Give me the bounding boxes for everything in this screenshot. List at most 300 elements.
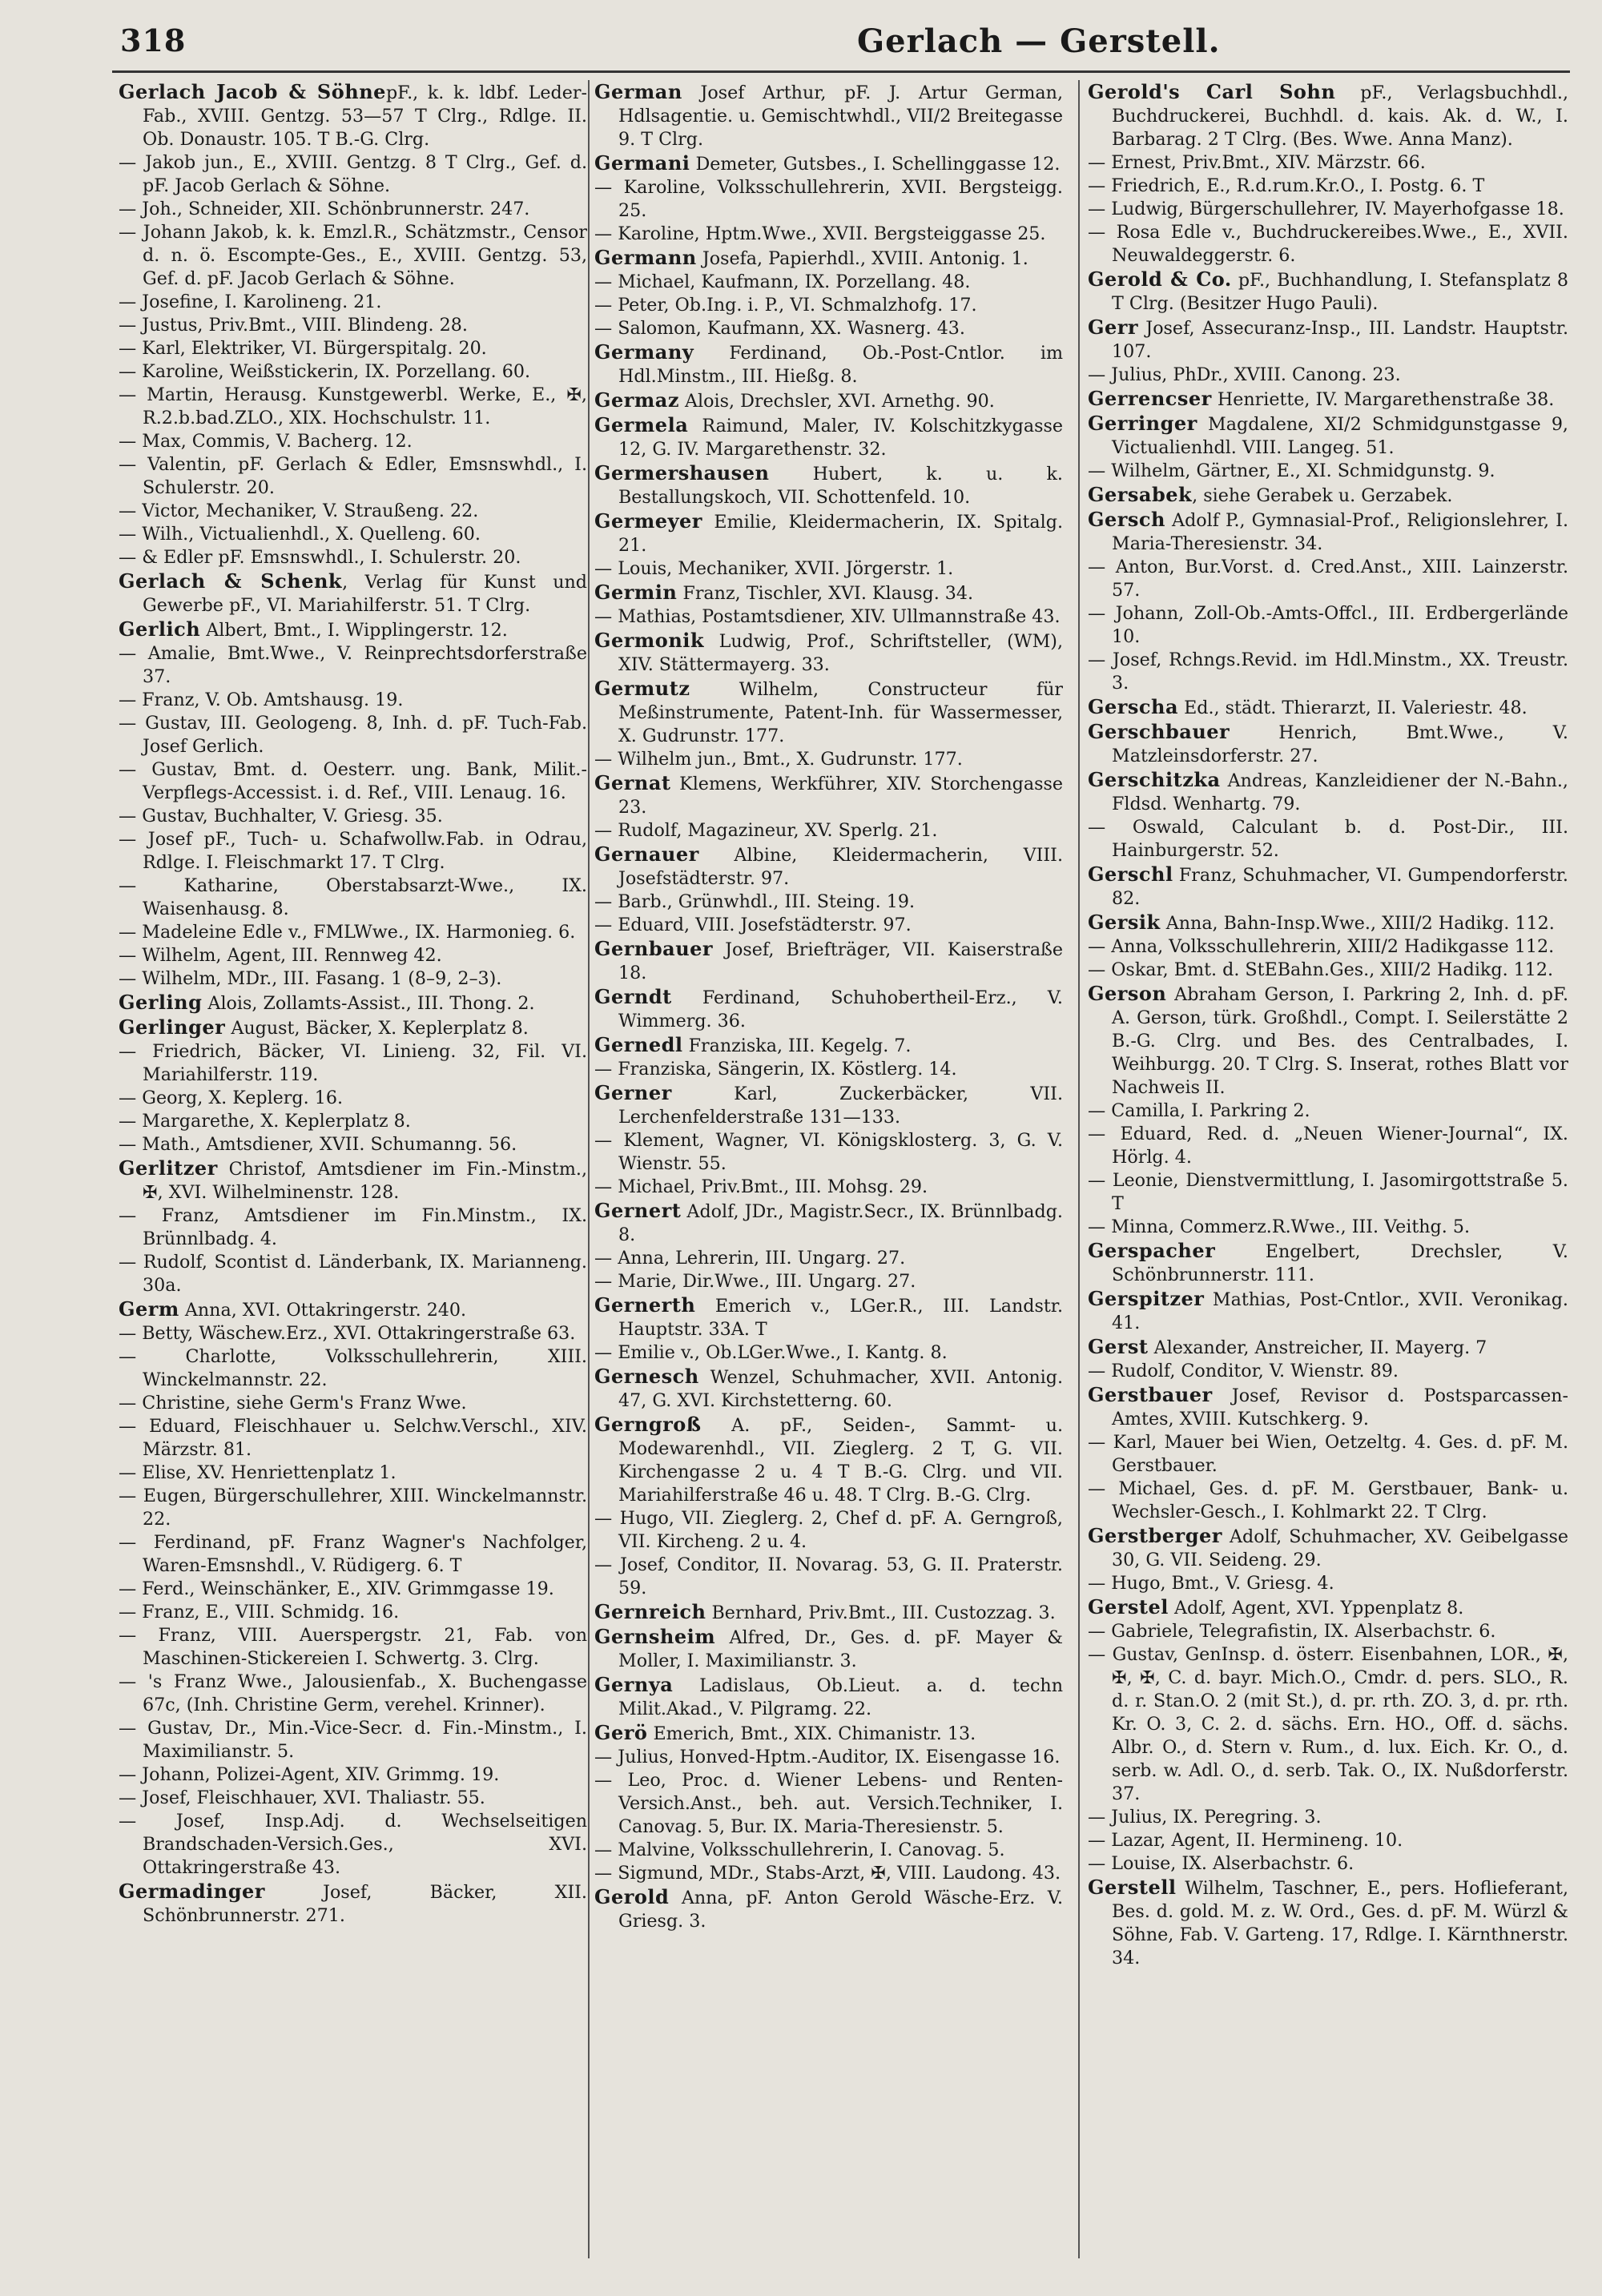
directory-entry bbox=[594, 176, 1063, 223]
entry-text: — Gabriele, Telegrafistin, IX. Alserbachstr. 6. bbox=[1088, 1621, 1496, 1642]
entry-text: Anna, XVI. Ottakringerstr. 240. bbox=[179, 1300, 467, 1321]
directory-entry bbox=[594, 771, 1063, 819]
entry-text: Josef, Bäcker, XII. Schönbrunnerstr. 271. bbox=[143, 1882, 587, 1926]
entry-text: — Mathias, Postamtsdiener, XIV. Ullmannstraße 43. bbox=[594, 606, 1061, 627]
directory-entry bbox=[119, 1345, 587, 1392]
entry-surname: Gerr bbox=[1088, 316, 1139, 339]
entry-text: — Martin, Herausg. Kunstgewerbl. Werke, E., ✠, R.2.b.bad.ZLO., XIX. Hochschulstr. 11. bbox=[119, 384, 587, 428]
entry-text: — Lazar, Agent, II. Hermineng. 10. bbox=[1088, 1830, 1403, 1851]
directory-entry bbox=[119, 617, 587, 642]
header-rule bbox=[112, 70, 1570, 73]
directory-entry bbox=[119, 1671, 587, 1717]
entry-surname: Gerst bbox=[1088, 1335, 1149, 1358]
directory-entry bbox=[594, 914, 1063, 937]
entry-text: — Wilhelm, Agent, III. Rennweg 42. bbox=[119, 945, 442, 966]
entry-text: Karl, Zuckerbäcker, VII. Lerchenfelderstraße 131—133. bbox=[618, 1084, 1063, 1128]
directory-entry bbox=[119, 291, 587, 314]
directory-entry bbox=[1088, 935, 1568, 959]
entry-surname: Gerscha bbox=[1088, 695, 1179, 718]
directory-entry bbox=[594, 677, 1063, 748]
entry-text: Alexander, Anstreicher, II. Mayerg. 7 bbox=[1148, 1337, 1487, 1358]
directory-entry bbox=[594, 1081, 1063, 1129]
entry-surname: Gersik bbox=[1088, 911, 1161, 934]
directory-entry bbox=[1088, 1876, 1568, 1970]
entry-text: Josef, Briefträger, VII. Kaiserstraße 18. bbox=[618, 939, 1063, 983]
entry-text: — Katharine, Oberstabsarzt-Wwe., IX. Waisenhausg. 8. bbox=[119, 875, 587, 919]
entry-text: — Salomon, Kaufmann, XX. Wasnerg. 43. bbox=[594, 318, 965, 339]
column-divider bbox=[588, 80, 590, 2258]
directory-entry bbox=[119, 1297, 587, 1322]
directory-entry bbox=[594, 151, 1063, 176]
entry-surname: Gernbauer bbox=[594, 937, 714, 960]
entry-text: — Friedrich, Bäcker, VI. Linieng. 32, Fil. VI. Mariahilferstr. 119. bbox=[119, 1041, 587, 1085]
directory-entry bbox=[119, 314, 587, 337]
entry-surname: Gernreich bbox=[594, 1600, 706, 1623]
directory-entry bbox=[119, 221, 587, 291]
directory-entry bbox=[1088, 982, 1568, 1100]
entry-text: — Ernest, Priv.Bmt., XIV. Märzstr. 66. bbox=[1088, 152, 1426, 173]
entry-text: — Franziska, Sängerin, IX. Köstlerg. 14. bbox=[594, 1059, 957, 1080]
directory-entry bbox=[1088, 695, 1568, 720]
directory-entry bbox=[119, 1322, 587, 1345]
entry-surname: Germann bbox=[594, 246, 697, 269]
column-divider bbox=[1078, 80, 1080, 2258]
directory-entry bbox=[119, 1251, 587, 1297]
entry-text: Ludwig, Prof., Schriftsteller, (WM), XIV. Stättermayerg. 33. bbox=[618, 631, 1063, 675]
directory-entry bbox=[1088, 720, 1568, 768]
entry-surname: Germadinger bbox=[119, 1880, 265, 1903]
entry-surname: Gerlach & Schenk bbox=[119, 569, 343, 593]
entry-surname: Gerstbauer bbox=[1088, 1383, 1213, 1406]
directory-entry bbox=[1088, 1829, 1568, 1852]
entry-text: — Gustav, Dr., Min.-Vice-Secr. d. Fin.-Minstm., I. Maximilianstr. 5. bbox=[119, 1718, 587, 1762]
entry-surname: Gerö bbox=[594, 1721, 648, 1744]
entry-text: Josef, Revisor d. Postsparcassen-Amtes, XVIII. Kutschkerg. 9. bbox=[1112, 1385, 1568, 1429]
directory-entry bbox=[594, 1600, 1063, 1625]
directory-entry bbox=[1088, 1806, 1568, 1829]
entry-surname: Gerschbauer bbox=[1088, 720, 1230, 743]
entry-text: — Klement, Wagner, VI. Königsklosterg. 3, G. V. Wienstr. 55. bbox=[594, 1130, 1063, 1174]
entry-text: Adolf, Schuhmacher, XV. Geibelgasse 30, G. VII. Seideng. 29. bbox=[1112, 1526, 1568, 1570]
entry-text: Wenzel, Schuhmacher, XVII. Antonig. 47, G. XVI. Kirchstetterng. 60. bbox=[618, 1367, 1063, 1411]
entry-text: — Max, Commis, V. Bacherg. 12. bbox=[119, 431, 413, 452]
directory-entry bbox=[119, 1787, 587, 1810]
directory-entry bbox=[119, 1133, 587, 1156]
directory-entry bbox=[594, 271, 1063, 294]
entry-text: — Camilla, I. Parkring 2. bbox=[1088, 1100, 1310, 1121]
entry-text: Adolf, Agent, XVI. Yppenplatz 8. bbox=[1168, 1598, 1464, 1618]
directory-entry bbox=[119, 642, 587, 689]
directory-entry bbox=[1088, 1360, 1568, 1383]
directory-entry bbox=[594, 748, 1063, 771]
directory-entry bbox=[594, 340, 1063, 388]
entry-text: pF., k. k. ldbf. Leder-Fab., XVIII. Gentzg. 53—57 T Clrg., Rdlge. II. Ob. Donaustr. 105. T B.-G. Clrg. bbox=[143, 82, 587, 150]
directory-entry bbox=[1088, 1123, 1568, 1169]
directory-entry bbox=[119, 1462, 587, 1485]
directory-entry bbox=[1088, 1100, 1568, 1123]
entry-text: — Madeleine Edle v., FMLWwe., IX. Harmonieg. 6. bbox=[119, 922, 576, 943]
entry-text: — Emilie v., Ob.LGer.Wwe., I. Kantg. 8. bbox=[594, 1342, 948, 1363]
entry-text: — Johann Jakob, k. k. Emzl.R., Schätzmstr., Censor d. n. ö. Escompte-Ges., E., XVIII. Gentzg. 53, Gef. d. pF. Jacob Gerlach & Söhne. bbox=[119, 222, 587, 289]
entry-text: — Joh., Schneider, XII. Schönbrunnerstr. 247. bbox=[119, 199, 530, 219]
entry-surname: Germaz bbox=[594, 388, 679, 412]
entry-text: — Michael, Priv.Bmt., III. Mohsg. 29. bbox=[594, 1176, 928, 1197]
directory-entry bbox=[119, 1880, 587, 1928]
directory-entry bbox=[119, 453, 587, 500]
directory-entry bbox=[1088, 816, 1568, 863]
entry-surname: Gerner bbox=[594, 1081, 672, 1104]
entry-text: Klemens, Werkführer, XIV. Storchengasse 23. bbox=[618, 774, 1063, 818]
directory-entry bbox=[119, 875, 587, 921]
directory-entry bbox=[594, 1033, 1063, 1058]
directory-entry bbox=[1088, 412, 1568, 460]
directory-entry bbox=[119, 1392, 587, 1415]
directory-entry bbox=[594, 1129, 1063, 1176]
entry-text: — Louis, Mechaniker, XVII. Jörgerstr. 1. bbox=[594, 558, 954, 579]
directory-entry bbox=[594, 581, 1063, 605]
entry-text: Emerich v., LGer.R., III. Landstr. Hauptstr. 33A. T bbox=[618, 1296, 1063, 1340]
directory-entry bbox=[594, 1247, 1063, 1270]
entry-text: — Oskar, Bmt. d. StEBahn.Ges., XIII/2 Hadikg. 112. bbox=[1088, 959, 1554, 980]
directory-entry bbox=[594, 413, 1063, 461]
entry-text: Wilhelm, Taschner, E., pers. Hoflieferant, Bes. d. gold. M. z. W. Ord., Ges. d. pF. M. Würzl & Söhne, Fab. V. Garteng. 17, Rdlge. I. Kärnthnerstr. 34. bbox=[1112, 1878, 1568, 1968]
entry-surname: Gernesch bbox=[594, 1365, 699, 1388]
entry-text: — Josef, Conditor, II. Novarag. 53, G. II. Praterstr. 59. bbox=[594, 1554, 1063, 1598]
directory-entry bbox=[1088, 1572, 1568, 1595]
entry-surname: Germershausen bbox=[594, 461, 770, 485]
directory-entry bbox=[1088, 198, 1568, 221]
entry-text: Alfred, Dr., Ges. d. pF. Mayer & Moller, I. Maximilianstr. 3. bbox=[618, 1627, 1063, 1671]
entry-surname: Gerschl bbox=[1088, 863, 1173, 886]
directory-entry bbox=[594, 1293, 1063, 1341]
directory-entry bbox=[1088, 508, 1568, 556]
directory-entry bbox=[119, 1624, 587, 1671]
entry-text: Magdalene, XI/2 Schmidgunstgasse 9, Victualienhdl. VIII. Langeg. 51. bbox=[1112, 414, 1568, 458]
directory-entry bbox=[119, 967, 587, 991]
directory-entry bbox=[119, 430, 587, 453]
entry-surname: Gerngroß bbox=[594, 1413, 702, 1436]
directory-entry bbox=[1088, 959, 1568, 982]
entry-text: — Karoline, Volksschullehrerin, XVII. Bergsteigg. 25. bbox=[594, 177, 1063, 221]
directory-entry bbox=[594, 1199, 1063, 1247]
entry-text: — Gustav, III. Geologeng. 8, Inh. d. pF. Tuch-Fab. Josef Gerlich. bbox=[119, 713, 587, 757]
directory-entry bbox=[594, 388, 1063, 413]
entry-text: — Franz, Amtsdiener im Fin.Minstm., IX. Brünnlbadg. 4. bbox=[119, 1205, 587, 1249]
entry-surname: Gerringer bbox=[1088, 412, 1197, 435]
directory-entry bbox=[1088, 1852, 1568, 1876]
directory-entry bbox=[594, 1862, 1063, 1885]
entry-text: — Ferd., Weinschänker, E., XIV. Grimmgasse 19. bbox=[119, 1578, 554, 1599]
directory-entry bbox=[1088, 1239, 1568, 1287]
entry-text: — Wilhelm, MDr., III. Fasang. 1 (8–9, 2–3). bbox=[119, 968, 502, 989]
directory-entry bbox=[1088, 1643, 1568, 1806]
entry-text: — Malvine, Volksschullehrerin, I. Canovag. 5. bbox=[594, 1840, 1005, 1860]
entry-surname: Gersabek bbox=[1088, 483, 1193, 506]
entry-text: — Franz, V. Ob. Amtshausg. 19. bbox=[119, 690, 404, 710]
entry-text: — Sigmund, MDr., Stabs-Arzt, ✠, VIII. Laudong. 43. bbox=[594, 1863, 1061, 1884]
directory-entry bbox=[594, 1507, 1063, 1554]
entry-text: — Eduard, Red. d. „Neuen Wiener-Journal“, IX. Hörlg. 4. bbox=[1088, 1124, 1568, 1168]
entry-surname: Germela bbox=[594, 413, 689, 436]
entry-surname: Gerndt bbox=[594, 985, 672, 1008]
directory-entry bbox=[1088, 602, 1568, 649]
directory-entry bbox=[119, 1485, 587, 1531]
directory-entry bbox=[119, 1015, 587, 1040]
directory-entry bbox=[119, 944, 587, 967]
entry-text: — Wilhelm, Gärtner, E., XI. Schmidgunstg. 9. bbox=[1088, 460, 1495, 481]
entry-text: A. pF., Seiden-, Sammt- u. Modewarenhdl., VII. Zieglerg. 2 T, G. VII. Kirchengasse 2 u. 4 T B.-G. Clrg. und VII. Mariahilferstraße 46 u. 48. T Clrg. B.-G. Clrg. bbox=[618, 1415, 1063, 1506]
entry-text: — Michael, Kaufmann, IX. Porzellang. 48. bbox=[594, 271, 971, 292]
directory-entry bbox=[1088, 863, 1568, 911]
directory-entry bbox=[119, 1204, 587, 1251]
directory-entry bbox=[1088, 768, 1568, 816]
directory-entry bbox=[1088, 1383, 1568, 1431]
running-head: Gerlach — Gerstell. bbox=[857, 22, 1221, 60]
entry-text: — Elise, XV. Henriettenplatz 1. bbox=[119, 1462, 396, 1483]
entry-text: August, Bäcker, X. Keplerplatz 8. bbox=[225, 1018, 529, 1039]
entry-text: Adolf P., Gymnasial-Prof., Religionslehrer, I. Maria-Theresienstr. 34. bbox=[1112, 510, 1568, 554]
entry-text: — & Edler pF. Emsnswhdl., I. Schulerstr. 20. bbox=[119, 547, 521, 568]
directory-entry bbox=[594, 1413, 1063, 1507]
entry-surname: Gerold's Carl Sohn bbox=[1088, 80, 1336, 103]
entry-text: Josefa, Papierhdl., XVIII. Antonig. 1. bbox=[696, 248, 1028, 269]
directory-entry bbox=[119, 523, 587, 546]
entry-text: — Louise, IX. Alserbachstr. 6. bbox=[1088, 1853, 1354, 1874]
entry-text: — Hugo, VII. Zieglerg. 2, Chef d. pF. A. Gerngroß, VII. Kircheng. 2 u. 4. bbox=[594, 1508, 1063, 1552]
entry-text: — Josef, Insp.Adj. d. Wechselseitigen Brandschaden-Versich.Ges., XVI. Ottakringerstraße 43. bbox=[119, 1811, 587, 1878]
directory-entry bbox=[1088, 911, 1568, 935]
directory-entry bbox=[119, 1601, 587, 1624]
directory-entry bbox=[119, 1578, 587, 1601]
entry-text: pF., Verlagsbuchhdl., Buchdruckerei, Buchhdl. d. kais. Ak. d. W., I. Barbarag. 2 T Clrg. (Bes. Wwe. Anna Manz). bbox=[1112, 82, 1568, 150]
directory-entry bbox=[119, 689, 587, 712]
entry-text: Josef Arthur, pF. J. Artur German, Hdlsagentie. u. Gemischtwhdl., VII/2 Breitegasse 9. T Clrg. bbox=[618, 82, 1063, 150]
entry-surname: Gerstel bbox=[1088, 1595, 1169, 1618]
directory-entry bbox=[119, 500, 587, 523]
entry-text: Wilhelm, Constructeur für Meßinstrumente, Patent-Inh. für Wassermesser, X. Gudrunstr. 177. bbox=[618, 679, 1063, 746]
entry-text: — Peter, Ob.Ing. i. P., VI. Schmalzhofg. 17. bbox=[594, 295, 977, 316]
entry-text: Ed., städt. Thierarzt, II. Valeriestr. 48. bbox=[1178, 698, 1528, 718]
entry-text: Franziska, III. Kegelg. 7. bbox=[682, 1035, 912, 1056]
entry-surname: Germ bbox=[119, 1297, 179, 1321]
entry-text: Henriette, IV. Margarethenstraße 38. bbox=[1211, 389, 1555, 410]
entry-text: Abraham Gerson, I. Parkring 2, Inh. d. pF. A. Gerson, türk. Großhdl., Compt. I. Seilerstätte 2 B.-G. Clrg. und Bes. des Centralbades, I. Weihburgg. 20. T Clrg. S. Inserat, rothes Blatt vor Nachweis II. bbox=[1112, 984, 1568, 1098]
directory-entry bbox=[594, 294, 1063, 317]
directory-entry bbox=[119, 198, 587, 221]
directory-entry bbox=[1088, 387, 1568, 412]
directory-entry bbox=[594, 1270, 1063, 1293]
directory-entry bbox=[594, 605, 1063, 629]
entry-text: — Rudolf, Scontist d. Länderbank, IX. Marianneng. 30a. bbox=[119, 1252, 587, 1296]
entry-text: — Minna, Commerz.R.Wwe., III. Veithg. 5. bbox=[1088, 1216, 1470, 1237]
directory-entry bbox=[119, 384, 587, 430]
entry-text: — Josefine, I. Karolineng. 21. bbox=[119, 292, 382, 312]
entry-text: — Wilhelm jun., Bmt., X. Gudrunstr. 177. bbox=[594, 749, 963, 770]
entry-surname: Germutz bbox=[594, 677, 690, 700]
directory-entry bbox=[119, 337, 587, 360]
entry-text: — Anna, Volksschullehrerin, XIII/2 Hadikgasse 112. bbox=[1088, 936, 1555, 957]
entry-text: Engelbert, Drechsler, V. Schönbrunnerstr. 111. bbox=[1112, 1241, 1568, 1285]
directory-entry bbox=[119, 1763, 587, 1787]
directory-entry bbox=[594, 1769, 1063, 1839]
entry-text: Raimund, Maler, IV. Kolschitzkygasse 12, G. IV. Margarethenstr. 32. bbox=[618, 416, 1063, 460]
directory-entry bbox=[1088, 1524, 1568, 1572]
entry-text: — Betty, Wäschew.Erz., XVI. Ottakringerstraße 63. bbox=[119, 1323, 576, 1344]
directory-entry bbox=[1088, 1335, 1568, 1360]
entry-text: — Margarethe, X. Keplerplatz 8. bbox=[119, 1111, 411, 1132]
directory-entry bbox=[594, 1721, 1063, 1746]
entry-text: — Ferdinand, pF. Franz Wagner's Nachfolger, Waren-Emsnshdl., V. Rüdigerg. 6. T bbox=[119, 1532, 587, 1576]
entry-text: — Marie, Dir.Wwe., III. Ungarg. 27. bbox=[594, 1271, 916, 1292]
entry-surname: Gersch bbox=[1088, 508, 1165, 531]
entry-text: — Michael, Ges. d. pF. M. Gerstbauer, Bank- u. Wechsler-Gesch., I. Kohlmarkt 22. T Clrg. bbox=[1088, 1478, 1568, 1522]
entry-surname: Germani bbox=[594, 151, 690, 175]
entry-text: — Johann, Polizei-Agent, XIV. Grimmg. 19. bbox=[119, 1764, 500, 1785]
entry-text: — Christine, siehe Germ's Franz Wwe. bbox=[119, 1393, 467, 1413]
entry-text: — Anna, Lehrerin, III. Ungarg. 27. bbox=[594, 1248, 906, 1269]
entry-surname: Germeyer bbox=[594, 509, 702, 533]
entry-text: Alois, Zollamts-Assist., III. Thong. 2. bbox=[202, 993, 535, 1014]
entry-text: Alois, Drechsler, XVI. Arnethg. 90. bbox=[678, 391, 995, 412]
entry-text: — Rudolf, Magazineur, XV. Sperlg. 21. bbox=[594, 820, 938, 841]
entry-text: Franz, Tischler, XVI. Klausg. 34. bbox=[677, 583, 974, 604]
directory-entry bbox=[594, 557, 1063, 581]
entry-text: Adolf, JDr., Magistr.Secr., IX. Brünnlbadg. 8. bbox=[618, 1201, 1063, 1245]
entry-text: Anna, pF. Anton Gerold Wäsche-Erz. V. Griesg. 3. bbox=[618, 1888, 1063, 1932]
directory-entry bbox=[1088, 1169, 1568, 1216]
entry-text: — Julius, Honved-Hptm.-Auditor, IX. Eisengasse 16. bbox=[594, 1747, 1061, 1767]
entry-text: — Hugo, Bmt., V. Griesg. 4. bbox=[1088, 1573, 1334, 1594]
entry-surname: Gerlach Jacob & Söhne bbox=[119, 80, 386, 103]
entry-surname: Gerold & Co. bbox=[1088, 267, 1232, 291]
entry-text: — Anton, Bur.Vorst. d. Cred.Anst., XIII. Lainzerstr. 57. bbox=[1088, 557, 1568, 601]
directory-entry bbox=[1088, 1478, 1568, 1524]
page-number: 318 bbox=[120, 22, 187, 58]
directory-entry bbox=[594, 842, 1063, 891]
entry-text: — Josef, Rchngs.Revid. im Hdl.Minstm., XX. Treustr. 3. bbox=[1088, 649, 1568, 694]
entry-text: Andreas, Kanzleidiener der N.-Bahn., Fldsd. Wenhartg. 79. bbox=[1112, 770, 1568, 814]
directory-entry bbox=[594, 985, 1063, 1033]
entry-text: — Julius, IX. Peregring. 3. bbox=[1088, 1807, 1322, 1828]
directory-entry bbox=[1088, 556, 1568, 602]
directory-entry bbox=[119, 569, 587, 617]
entry-text: — Leonie, Dienstvermittlung, I. Jasomirgottstraße 5. T bbox=[1088, 1170, 1568, 1214]
entry-text: — Leo, Proc. d. Wiener Lebens- und Renten-Versich.Anst., beh. aut. Versich.Techniker, I. Canovag. 5, Bur. IX. Maria-Theresienstr. 5. bbox=[594, 1770, 1063, 1837]
directory-entry bbox=[594, 509, 1063, 557]
directory-entry bbox=[1088, 460, 1568, 483]
entry-text: — Barb., Grünwhdl., III. Steing. 19. bbox=[594, 891, 916, 912]
entry-text: pF., Buchhandlung, I. Stefansplatz 8 T Clrg. (Besitzer Hugo Pauli). bbox=[1112, 270, 1568, 314]
directory-entry bbox=[119, 1415, 587, 1462]
entry-text: — Rosa Edle v., Buchdruckereibes.Wwe., E., XVII. Neuwaldeggerstr. 6. bbox=[1088, 222, 1568, 266]
directory-entry bbox=[119, 1156, 587, 1204]
directory-entry bbox=[119, 80, 587, 151]
entry-surname: Gernya bbox=[594, 1673, 674, 1696]
directory-entry bbox=[119, 712, 587, 758]
entry-surname: Gerspitzer bbox=[1088, 1287, 1205, 1310]
entry-text: — Ludwig, Bürgerschullehrer, IV. Mayerhofgasse 18. bbox=[1088, 199, 1564, 219]
directory-column-1 bbox=[119, 80, 587, 2258]
entry-text: — Valentin, pF. Gerlach & Edler, Emsnswhdl., I. Schulerstr. 20. bbox=[119, 454, 587, 498]
entry-text: — Karoline, Hptm.Wwe., XVII. Bergsteiggasse 25. bbox=[594, 223, 1046, 244]
entry-text: — Georg, X. Keplerg. 16. bbox=[119, 1088, 344, 1108]
entry-text: — Johann, Zoll-Ob.-Amts-Offcl., III. Erdbergerlände 10. bbox=[1088, 603, 1568, 647]
entry-text: Ladislaus, Ob.Lieut. a. d. techn Milit.Akad., V. Pilgramg. 22. bbox=[618, 1675, 1063, 1719]
directory-entry bbox=[594, 246, 1063, 271]
directory-entry bbox=[594, 891, 1063, 914]
directory-column-3 bbox=[1088, 80, 1568, 2258]
entry-surname: Gernerth bbox=[594, 1293, 696, 1317]
directory-entry bbox=[1088, 1287, 1568, 1335]
entry-text: Albert, Bmt., I. Wipplingerstr. 12. bbox=[200, 620, 508, 641]
directory-entry bbox=[594, 461, 1063, 509]
directory-entry bbox=[594, 317, 1063, 340]
directory-entry bbox=[594, 1839, 1063, 1862]
entry-surname: Gernert bbox=[594, 1199, 682, 1222]
entry-text: — Eduard, Fleischhauer u. Selchw.Verschl., XIV. Märzstr. 81. bbox=[119, 1416, 587, 1460]
directory-entry bbox=[119, 805, 587, 828]
directory-entry bbox=[119, 1087, 587, 1110]
directory-entry bbox=[1088, 1431, 1568, 1478]
directory-entry bbox=[594, 1554, 1063, 1600]
entry-surname: Gerstell bbox=[1088, 1876, 1177, 1899]
entry-surname: Gerling bbox=[119, 991, 203, 1014]
entry-text: Ferdinand, Schuhobertheil-Erz., V. Wimmerg. 36. bbox=[618, 987, 1063, 1031]
directory-entry bbox=[119, 1040, 587, 1087]
entry-text: , Verlag für Kunst und Gewerbe pF., VI. Mariahilferstr. 51. T Clrg. bbox=[143, 572, 587, 616]
entry-text: — Josef pF., Tuch- u. Schafwollw.Fab. in Odrau, Rdlge. I. Fleischmarkt 17. T Clrg. bbox=[119, 829, 587, 873]
directory-entry bbox=[1088, 267, 1568, 316]
directory-entry bbox=[594, 1058, 1063, 1081]
entry-text: — Oswald, Calculant b. d. Post-Dir., III. Hainburgerstr. 52. bbox=[1088, 817, 1568, 861]
entry-text: — Jakob jun., E., XVIII. Gentzg. 8 T Clrg., Gef. d. pF. Jacob Gerlach & Söhne. bbox=[119, 152, 587, 196]
directory-entry bbox=[1088, 1216, 1568, 1239]
directory-entry bbox=[119, 1717, 587, 1763]
entry-text: Franz, Schuhmacher, VI. Gumpendorferstr. 82. bbox=[1112, 865, 1568, 909]
directory-entry bbox=[1088, 1620, 1568, 1643]
directory-entry bbox=[1088, 649, 1568, 695]
entry-surname: Gerspacher bbox=[1088, 1239, 1216, 1262]
entry-text: — Karl, Mauer bei Wien, Oetzeltg. 4. Ges. d. pF. M. Gerstbauer. bbox=[1088, 1432, 1568, 1476]
entry-surname: Gernedl bbox=[594, 1033, 683, 1056]
entry-text: Josef, Assecuranz-Insp., III. Landstr. Hauptstr. 107. bbox=[1112, 318, 1568, 362]
entry-text: — 's Franz Wwe., Jalousienfab., X. Buchengasse 67c, (Inh. Christine Germ, verehel. Krinner). bbox=[119, 1671, 587, 1715]
directory-entry bbox=[594, 1176, 1063, 1199]
directory-entry bbox=[119, 1810, 587, 1880]
entry-text: — Franz, E., VIII. Schmidg. 16. bbox=[119, 1602, 400, 1622]
directory-entry bbox=[119, 1110, 587, 1133]
entry-text: Emerich, Bmt., XIX. Chimanistr. 13. bbox=[647, 1723, 976, 1744]
entry-text: Mathias, Post-Cntlor., XVII. Veronikag. 41. bbox=[1112, 1289, 1568, 1333]
directory-entry bbox=[1088, 221, 1568, 267]
entry-text: — Math., Amtsdiener, XVII. Schumanng. 56. bbox=[119, 1134, 517, 1155]
entry-text: Bernhard, Priv.Bmt., III. Custozzag. 3. bbox=[706, 1602, 1056, 1623]
entry-text: Christof, Amtsdiener im Fin.-Minstm., ✠, XVI. Wilhelminenstr. 128. bbox=[143, 1159, 587, 1203]
entry-surname: Germin bbox=[594, 581, 678, 604]
entry-surname: Gerlich bbox=[119, 617, 201, 641]
entry-text: — Eduard, VIII. Josefstädterstr. 97. bbox=[594, 915, 912, 935]
entry-surname: German bbox=[594, 80, 682, 103]
directory-entry bbox=[1088, 364, 1568, 387]
directory-entry bbox=[119, 546, 587, 569]
directory-entry bbox=[1088, 1595, 1568, 1620]
directory-entry bbox=[1088, 175, 1568, 198]
entry-text: Demeter, Gutsbes., I. Schellinggasse 12. bbox=[690, 154, 1061, 175]
directory-entry bbox=[119, 758, 587, 805]
directory-entry bbox=[594, 629, 1063, 677]
entry-text: — Julius, PhDr., XVIII. Canong. 23. bbox=[1088, 364, 1401, 385]
directory-entry bbox=[594, 1885, 1063, 1933]
